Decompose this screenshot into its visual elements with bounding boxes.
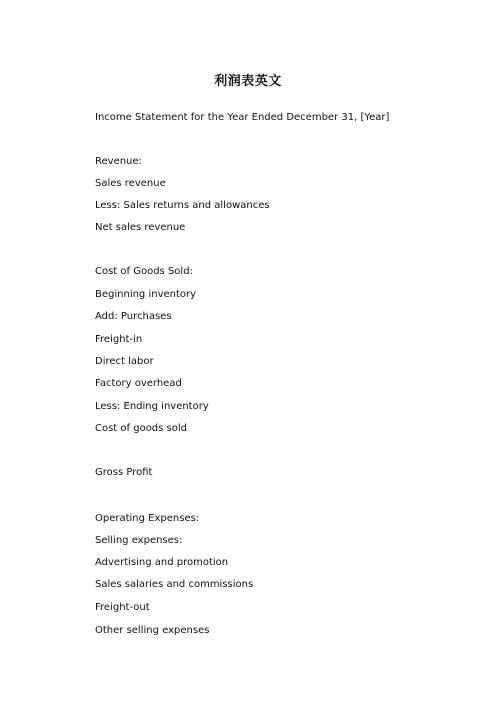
selling-expenses-subheading: Selling expenses:	[95, 535, 183, 546]
cogs-item-beginning-inventory: Beginning inventory	[95, 289, 197, 300]
revenue-item-returns-allowances: Less: Sales returns and allowances	[95, 200, 270, 211]
opex-item-other-selling: Other selling expenses	[95, 625, 210, 636]
cogs-item-ending-inventory: Less: Ending inventory	[95, 401, 209, 412]
revenue-item-sales-revenue: Sales revenue	[95, 178, 166, 189]
revenue-heading: Revenue:	[95, 156, 142, 167]
cogs-item-factory-overhead: Factory overhead	[95, 378, 182, 389]
opex-item-sales-salaries: Sales salaries and commissions	[95, 579, 254, 590]
revenue-item-net-sales: Net sales revenue	[95, 222, 186, 233]
cogs-heading: Cost of Goods Sold:	[95, 266, 193, 277]
opex-item-advertising: Advertising and promotion	[95, 557, 229, 568]
cogs-item-freight-in: Freight-in	[95, 334, 143, 345]
statement-heading: Income Statement for the Year Ended December 31, [Year]	[95, 112, 390, 123]
operating-expenses-heading: Operating Expenses:	[95, 513, 200, 524]
cogs-item-direct-labor: Direct labor	[95, 356, 154, 367]
cogs-item-purchases: Add: Purchases	[95, 311, 172, 322]
cogs-item-cost-of-goods-sold: Cost of goods sold	[95, 423, 188, 434]
opex-item-freight-out: Freight-out	[95, 602, 150, 613]
document-title: 利润表英文	[214, 74, 282, 89]
gross-profit: Gross Profit	[95, 467, 153, 478]
